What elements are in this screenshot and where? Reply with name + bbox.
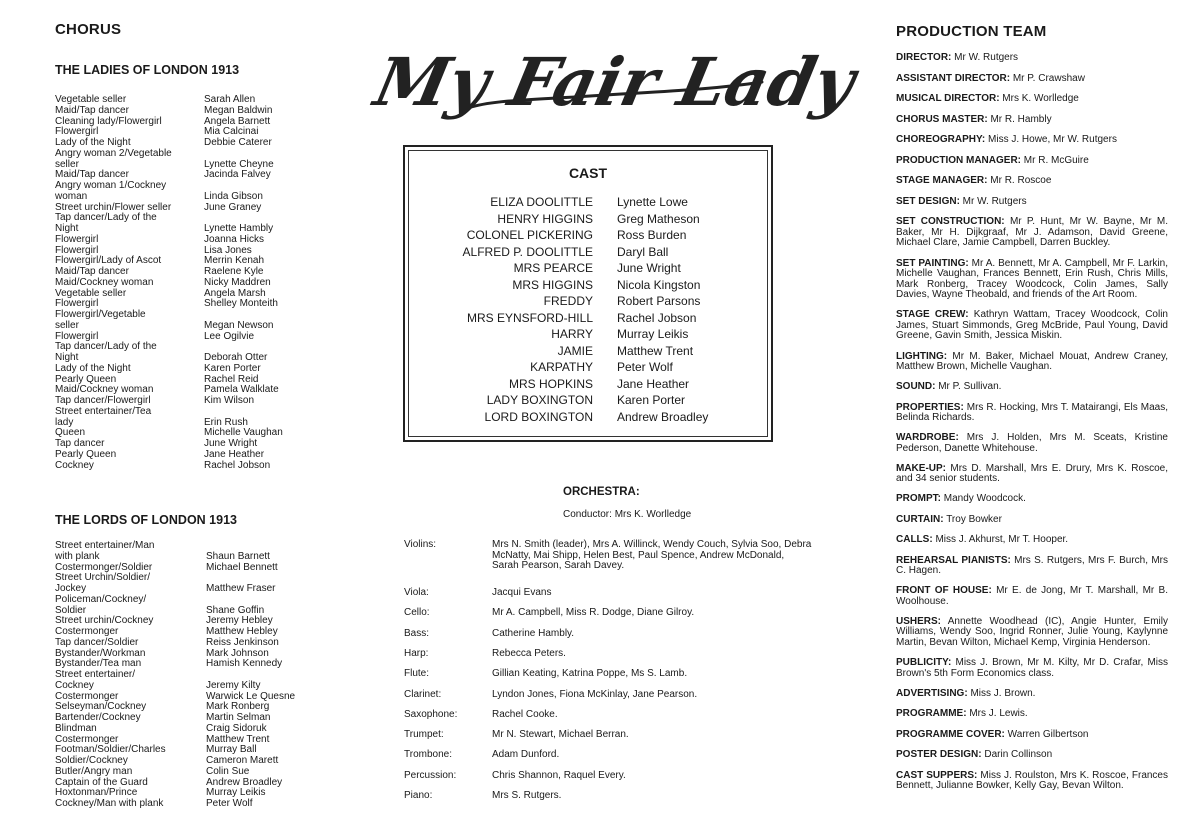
chorus-name: Peter Wolf [206,798,253,809]
orchestra-players: Mrs N. Smith (leader), Mrs A. Willinck, Wendy Couch, Sylvia Soo, Debra McNatty, Mai Shipp, Helen Best, Paul Spence, Andrew McDonald, Sarah Pearson, Sarah Davey. [492,539,812,571]
chorus-role: Tap dancer/Soldier [55,636,139,648]
cast-actor: Peter Wolf [617,360,673,374]
chorus-role: Policeman/Cockney/ [55,593,147,605]
production-team-entry: PRODUCTION MANAGER: Mr R. McGuire [896,154,1089,166]
cast-roles-list [405,194,593,425]
chorus-role: Street entertainer/Tea [55,405,152,417]
chorus-role: with plank [55,550,100,562]
chorus-name: Shaun Barnett [206,550,270,562]
production-role-label: MAKE-UP: [896,462,946,474]
orchestra-instrument: Percussion: [404,769,457,781]
chorus-role: Flowergirl/Lady of Ascot [55,255,162,267]
orchestra-players: Lyndon Jones, Fiona McKinlay, Jane Pearson. [492,688,698,700]
show-title-logo [368,30,862,135]
ladies-names-list [204,95,283,471]
chorus-role: Captain of the Guard [55,776,148,788]
chorus-role: Maid/Cockney woman [55,276,154,288]
production-role-label: PUBLICITY: [896,657,952,668]
cast-role: KARPATHY [530,360,593,374]
chorus-name: Matthew Trent [206,733,270,745]
production-team-entry: STAGE CREW: Kathryn Wattam, Tracey Woodcock, Colin James, Stuart Simmonds, Greg McBride, Paul Young, David Greene, Gavin Smith, Jessica Miskin. [896,309,1168,341]
cast-role: MRS HOPKINS [508,376,593,391]
chorus-name: Mark Ronberg [206,701,270,713]
production-role-label: STAGE CREW: [896,309,969,320]
chorus-role: Costermonger [55,690,119,702]
chorus-name: Debbie Caterer [204,137,272,148]
chorus-name: Lynette Hambly [204,223,274,234]
production-team-entry: CALLS: Miss J. Akhurst, Mr T. Hooper. [896,534,1069,545]
chorus-role: Bartender/Cockney [55,712,141,723]
production-team-entry: SOUND: Mr P. Sullivan. [896,381,1002,392]
chorus-role: Street urchin/Flower seller [55,201,172,213]
chorus-name: Megan Baldwin [204,104,273,116]
chorus-name [206,595,295,606]
lords-roles-list [55,541,166,810]
cast-role: HARRY [551,327,593,341]
chorus-name: Matthew Fraser [206,583,276,594]
production-team-entry: LIGHTING: Mr M. Baker, Michael Mouat, Andrew Craney, Matthew Brown, Michelle Vaughan. [896,350,1168,372]
production-team-entry: USHERS: Annette Woodhead (IC), Angie Hunter, Emily Williams, Wendy Soo, Ingrid Ronner, Julie Young, Kaylynne Martin, Bevan Wilton, Michael Kemp, Virginia Henderson. [896,615,1168,648]
chorus-name: Karen Porter [204,362,261,374]
chorus-role: Hoxtonman/Prince [55,787,138,799]
cast-actor: Robert Parsons [617,294,701,308]
production-role-label: WARDROBE: [896,432,959,443]
chorus-name: Murray Leikis [206,787,266,799]
production-team-entry: CHORUS MASTER: Mr R. Hambly [896,113,1052,125]
chorus-name: Angela Barnett [204,115,271,127]
chorus-name: Deborah Otter [204,352,268,363]
chorus-name: Rachel Jobson [204,459,271,471]
orchestra-players: Adam Dunford. [492,749,560,761]
production-role-label: CALLS: [896,534,933,545]
chorus-role: woman [55,190,88,202]
lords-names-list [206,541,295,810]
chorus-role: Cockney/Man with plank [55,798,164,809]
cast-actor: Karen Porter [617,393,686,407]
chorus-role: Flowergirl [55,244,99,256]
chorus-role: Night [55,223,79,234]
orchestra-instrument: Violins: [404,539,437,550]
chorus-role: Maid/Tap dancer [55,266,129,277]
production-role-label: DIRECTOR: [896,52,952,63]
production-role-label: FRONT OF HOUSE: [896,585,992,596]
chorus-name: Megan Newson [204,319,274,331]
chorus-role: Cockney [55,459,94,471]
production-role-label: CHORUS MASTER: [896,113,988,125]
cast-actor: Daryl Ball [617,244,669,259]
chorus-role: Jockey [55,583,87,594]
cast-actor: Andrew Broadley [617,409,709,424]
chorus-role: Street Urchin/Soldier/ [55,572,151,584]
chorus-name: Andrew Broadley [206,776,283,788]
chorus-role: Tap dancer [55,438,105,449]
production-role-label: POSTER DESIGN: [896,749,982,760]
orchestra-instrument: Saxophone: [404,708,458,720]
cast-actor: Greg Matheson [617,211,700,226]
production-role-label: LIGHTING: [896,350,948,362]
chorus-role: Vegetable seller [55,287,127,299]
orchestra-players: Mr A. Campbell, Miss R. Dodge, Diane Gilroy. [492,607,695,619]
production-role-label: CURTAIN: [896,513,944,525]
production-role-label: ADVERTISING: [896,687,968,699]
chorus-role: Blindman [55,722,97,734]
cast-role: FREDDY [543,294,593,308]
chorus-name: Raelene Kyle [204,266,264,277]
cast-actor: Lynette Lowe [617,195,688,209]
chorus-heading: CHORUS [55,21,122,38]
chorus-role: Flowergirl [55,298,99,310]
production-role-label: PROGRAMME COVER: [896,728,1005,740]
chorus-name: Rachel Reid [204,373,259,385]
orchestra-players: Mr N. Stewart, Michael Berran. [492,729,629,741]
chorus-role: Queen [55,427,86,439]
chorus-name: Lee Ogilvie [204,330,255,342]
production-team-entry: POSTER DESIGN: Darin Collinson [896,749,1053,760]
chorus-name: Murray Ball [206,744,257,756]
orchestra-players: Jacqui Evans [492,587,552,598]
chorus-role: Angry woman 1/Cockney [55,180,167,191]
production-role-label: REHEARSAL PIANISTS: [896,554,1011,566]
chorus-role: Footman/Soldier/Charles [55,744,166,756]
chorus-role: Costermonger/Soldier [55,561,153,573]
chorus-role: Tap dancer/Lady of the [55,212,157,224]
orchestra-instrument: Bass: [404,627,430,639]
chorus-name: June Graney [204,201,262,213]
orchestra-instrument: Harp: [404,647,429,659]
chorus-role: Lady of the Night [55,362,131,374]
orchestra-players: Rachel Cooke. [492,708,558,720]
cast-heading: CAST [568,165,608,181]
chorus-role: Tap dancer/Flowergirl [55,395,151,406]
production-role-label: PROPERTIES: [896,401,964,413]
chorus-name: Reiss Jenkinson [206,636,279,648]
orchestra-players: Rebecca Peters. [492,647,566,659]
chorus-name: Warwick Le Quesne [206,690,296,702]
chorus-role: Street entertainer/ [55,669,136,680]
chorus-role: Costermonger [55,733,119,745]
chorus-name: Michelle Vaughan [204,427,283,439]
production-team-entry: MUSICAL DIRECTOR: Mrs K. Worlledge [896,93,1079,104]
chorus-role: Costermonger [55,626,119,637]
ladies-roles-list [55,95,172,471]
chorus-name: Hamish Kennedy [206,658,283,670]
orchestra-heading: ORCHESTRA: [563,486,640,498]
orchestra-instrument: Trumpet: [404,729,444,741]
chorus-role: Soldier [55,604,87,616]
chorus-name: Craig Sidoruk [206,722,267,734]
chorus-name: Kim Wilson [204,395,255,406]
lords-heading: THE LORDS OF LONDON 1913 [55,513,237,527]
chorus-role: Maid/Tap dancer [55,169,129,181]
chorus-name: Erin Rush [204,416,248,428]
cast-role: JAMIE [557,343,593,358]
chorus-role: Street entertainer/Man [55,540,155,551]
chorus-name: Martin Selman [206,712,271,723]
production-role-label: PROGRAMME: [896,708,967,719]
chorus-role: Flowergirl [55,330,99,342]
production-team-entry: ASSISTANT DIRECTOR: Mr P. Crawshaw [896,72,1085,84]
production-team-entry: PUBLICITY: Miss J. Brown, Mr M. Kilty, Mr D. Crafar, Miss Brown's 5th Form Economics class. [896,657,1168,679]
cast-actor: Rachel Jobson [617,310,697,325]
chorus-name [204,149,283,160]
chorus-role: Angry woman 2/Vegetable [55,147,172,159]
chorus-name [204,407,283,418]
cast-role: COLONEL PICKERING [466,228,593,242]
production-team-entry: PROGRAMME COVER: Warren Gilbertson [896,728,1089,740]
production-team-entry: SET DESIGN: Mr W. Rutgers [896,195,1027,207]
chorus-role: Vegetable seller [55,94,127,105]
production-team-entry: PROMPT: Mandy Woodcock. [896,493,1026,504]
cast-role: MRS HIGGINS [512,277,593,292]
chorus-role: Tap dancer/Lady of the [55,341,157,353]
production-team-entry: FRONT OF HOUSE: Mr E. de Jong, Mr T. Marshall, Mr B. Woolhouse. [896,585,1168,607]
chorus-name: Joanna Hicks [204,233,265,245]
chorus-role: Cockney [55,679,94,691]
production-team-entry: DIRECTOR: Mr W. Rutgers [896,52,1019,63]
cast-box [403,145,773,442]
chorus-role: Cleaning lady/Flowergirl [55,115,162,127]
chorus-role: Flowergirl [55,126,99,138]
production-role-label: SET PAINTING: [896,257,969,269]
orchestra-players: Mrs S. Rutgers. [492,790,562,801]
chorus-role: Bystander/Workman [55,647,146,659]
chorus-role: Selseyman/Cockney [55,701,147,713]
production-role-label: PRODUCTION MANAGER: [896,154,1021,166]
chorus-role: Night [55,352,79,363]
orchestra-instrument: Flute: [404,668,430,680]
cast-role: MRS EYNSFORD-HILL [466,310,593,325]
chorus-role: Pearly Queen [55,373,117,385]
production-role-label: MUSICAL DIRECTOR: [896,93,1000,104]
chorus-role: Butler/Angry man [55,765,133,777]
chorus-role: lady [55,416,74,428]
cast-role: HENRY HIGGINS [497,211,593,226]
production-role-label: ASSISTANT DIRECTOR: [896,72,1011,84]
chorus-name: June Wright [204,438,258,449]
chorus-role: Maid/Tap dancer [55,104,129,116]
production-team-entry: CURTAIN: Troy Bowker [896,513,1002,525]
production-role-label: SET CONSTRUCTION: [896,216,1005,227]
cast-role: ELIZA DOOLITTLE [490,195,593,209]
orchestra-instrument: Clarinet: [404,688,442,700]
production-role-label: PROMPT: [896,493,941,504]
production-team-entry: MAKE-UP: Mrs D. Marshall, Mrs E. Drury, Mrs K. Roscoe, and 34 senior students. [896,462,1168,484]
ladies-heading: THE LADIES OF LONDON 1913 [55,63,240,77]
production-team-entry: REHEARSAL PIANISTS: Mrs S. Rutgers, Mrs F. Burch, Mrs C. Hagen. [896,554,1168,576]
cast-role: LADY BOXINGTON [486,393,593,407]
chorus-name: Cameron Marett [206,755,279,766]
show-title-text: My Fair Lady [368,42,862,121]
cast-actor: June Wright [617,261,681,275]
chorus-name: Matthew Hebley [206,626,278,637]
production-team-heading: PRODUCTION TEAM [896,23,1047,40]
chorus-name: Merrin Kenah [204,255,265,267]
chorus-name: Mia Calcinai [204,126,259,138]
cast-role: MRS PEARCE [513,261,593,275]
chorus-role: Pearly Queen [55,448,117,460]
chorus-role: Bystander/Tea man [55,658,142,670]
chorus-name: Angela Marsh [204,287,266,299]
production-team-entry: SET PAINTING: Mr A. Bennett, Mr A. Campbell, Mr F. Larkin, Michelle Vaughan, Frances Bennett, Erin Rush, Chris Mills, Mark Ronberg, Tracey Woodcock, Colin James, Sally Davies, Wayne Theobald, and friends of the Art Room. [896,257,1168,300]
chorus-role: Lady of the Night [55,137,131,148]
production-team-entry: SET CONSTRUCTION: Mr P. Hunt, Mr W. Bayne, Mr M. Baker, Mr H. Dijkgraaf, Mr J. Adamson, David Greene, Michael Clare, Jamie Campbell, Darren Buckley. [896,216,1168,248]
chorus-role: Flowergirl/Vegetable [55,309,146,320]
chorus-name: Lynette Cheyne [204,158,274,170]
cast-actor: Murray Leikis [617,327,689,341]
production-role-label: SET DESIGN: [896,195,960,207]
cast-actor: Matthew Trent [617,343,694,358]
production-role-label: USHERS: [896,615,942,627]
production-role-label: CAST SUPPERS: [896,769,978,781]
orchestra-instrument: Viola: [404,587,429,598]
production-team-entry: STAGE MANAGER: Mr R. Roscoe [896,175,1052,186]
production-team-entry: PROPERTIES: Mrs R. Hocking, Mrs T. Matairangi, Els Maas, Belinda Richards. [896,401,1168,423]
chorus-role: Maid/Cockney woman [55,384,154,396]
cast-actor: Ross Burden [617,228,687,242]
chorus-name: Jeremy Hebley [206,615,273,627]
orchestra-instrument: Cello: [404,607,430,619]
orchestra-players: Chris Shannon, Raquel Every. [492,769,626,781]
chorus-name: Mark Johnson [206,647,269,659]
orchestra-instrument: Trombone: [404,749,452,761]
production-role-label: CHOREOGRAPHY: [896,134,986,145]
chorus-name: Linda Gibson [204,190,263,202]
orchestra-instrument: Piano: [404,790,433,801]
orchestra-players: Catherine Hambly. [492,627,575,639]
chorus-role: seller [55,319,79,331]
chorus-role: Soldier/Cockney [55,755,128,766]
cast-actors-list [617,194,708,425]
chorus-name: Jeremy Kilty [206,679,261,691]
chorus-role: Street urchin/Cockney [55,615,154,627]
production-role-label: STAGE MANAGER: [896,175,988,186]
cast-actor: Nicola Kingston [617,277,701,292]
chorus-name: Shelley Monteith [204,298,278,310]
chorus-name: Lisa Jones [204,244,252,256]
orchestra-players: Gillian Keating, Katrina Poppe, Ms S. Lamb. [492,668,688,680]
cast-role: LORD BOXINGTON [484,409,593,424]
chorus-name: Jacinda Falvey [204,169,271,181]
chorus-name: Shane Goffin [206,604,265,616]
conductor-line: Conductor: Mrs K. Worlledge [563,509,692,520]
chorus-name: Jane Heather [204,448,265,460]
production-team-entry: ADVERTISING: Miss J. Brown. [896,687,1036,699]
chorus-role: seller [55,158,79,170]
cast-role: ALFRED P. DOOLITTLE [462,244,593,259]
production-team-entry: CHOREOGRAPHY: Miss J. Howe, Mr W. Rutgers [896,134,1117,145]
chorus-name: Michael Bennett [206,561,278,573]
production-team-entry: WARDROBE: Mrs J. Holden, Mrs M. Sceats, Kristine Pederson, Danette Whitehouse. [896,432,1168,454]
production-team-entry: CAST SUPPERS: Miss J. Roulston, Mrs K. Roscoe, Frances Bennett, Julianne Bowker, Kelly Gay, Bevan Wilton. [896,769,1168,791]
chorus-name: Colin Sue [206,765,250,777]
production-team-entry: PROGRAMME: Mrs J. Lewis. [896,708,1028,719]
chorus-name: Sarah Allen [204,94,256,105]
cast-actor: Jane Heather [617,376,690,391]
chorus-role: Flowergirl [55,233,99,245]
chorus-name: Nicky Maddren [204,276,271,288]
chorus-name: Pamela Walklate [204,384,279,396]
production-role-label: SOUND: [896,381,936,392]
